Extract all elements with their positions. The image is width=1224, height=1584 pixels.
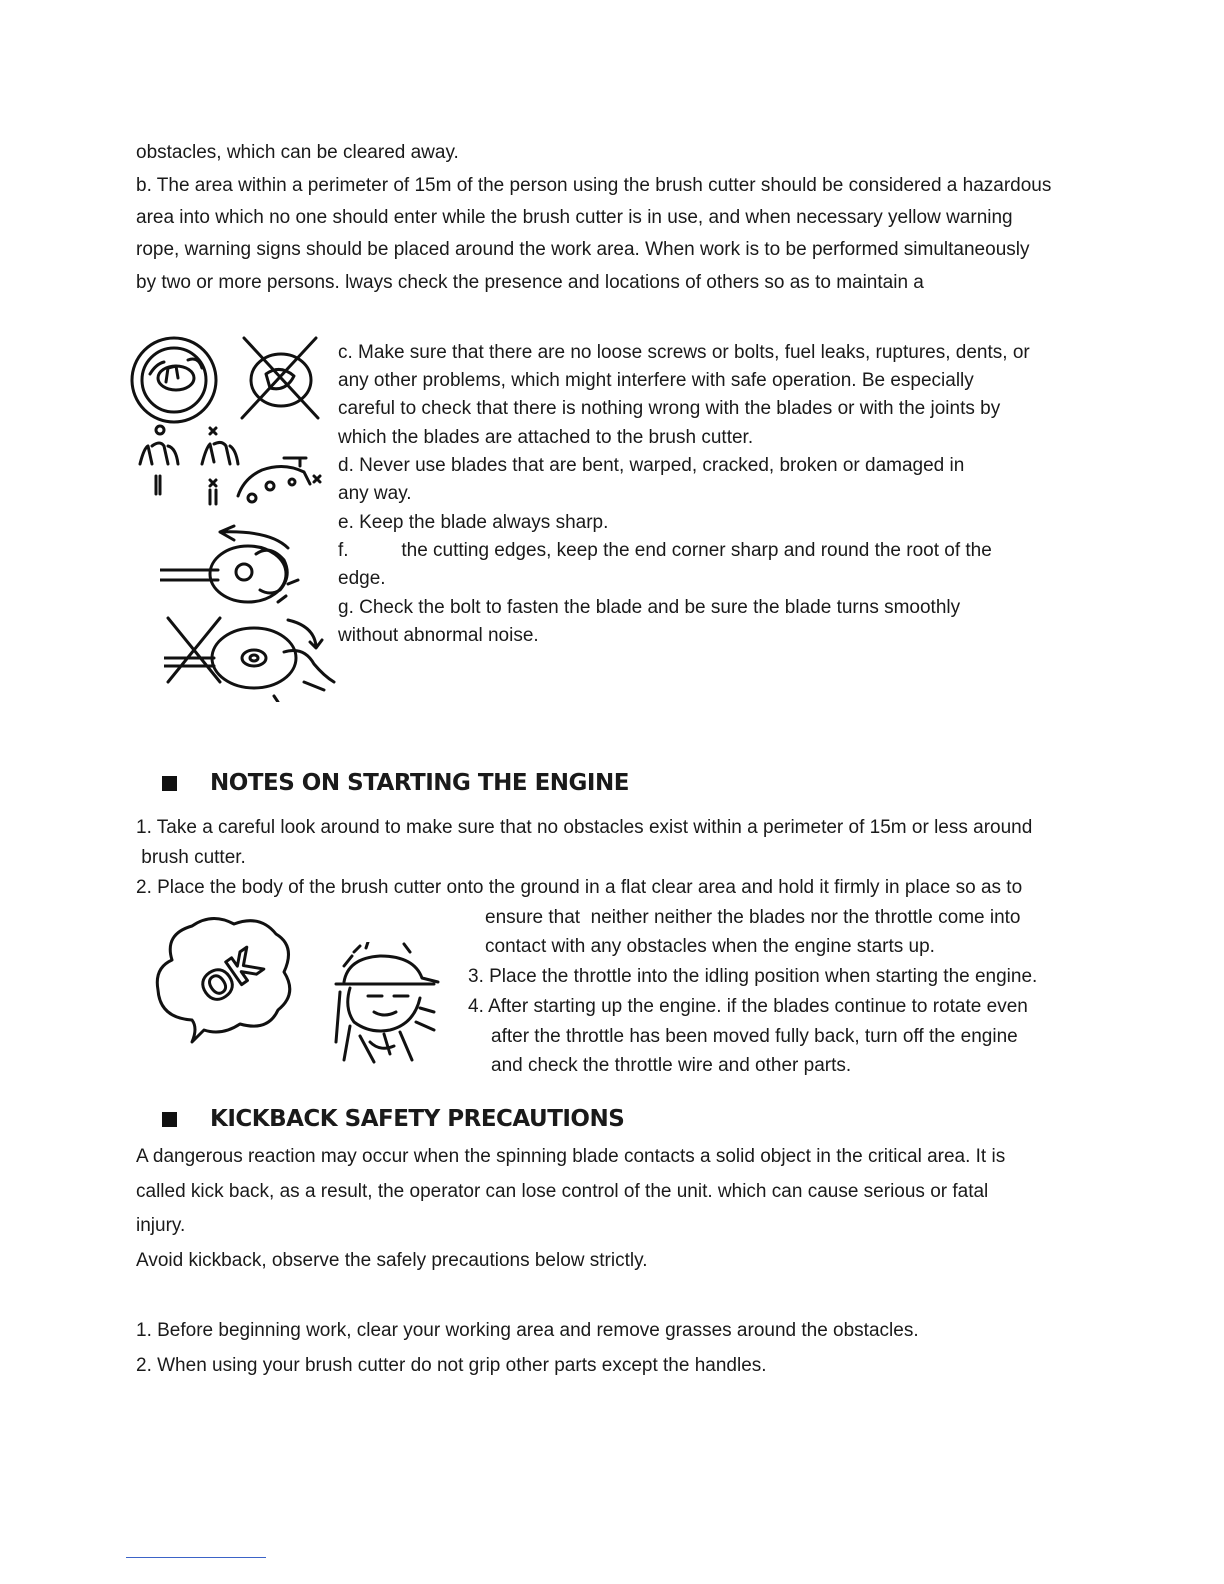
blade-check-line: d. Never use blades that are bent, warped, cracked, broken or damaged in [338, 455, 965, 476]
intro-line: b. The area within a perimeter of 15m of the person using the brush cutter should be considered a hazardous [136, 175, 1052, 196]
starting-line: contact with any obstacles when the engine starts up. [485, 936, 935, 957]
starting-line: and check the throttle wire and other parts. [491, 1055, 852, 1076]
blade-noise-crossed-illustration [164, 612, 344, 702]
blade-check-line: which the blades are attached to the brush cutter. [338, 427, 754, 448]
blade-check-line: careful to check that there is nothing wrong with the blades or with the joints by [338, 398, 1001, 419]
kickback-line: 2. When using your brush cutter do not grip other parts except the handles. [136, 1355, 767, 1376]
blade-crossed-illustration [236, 334, 326, 424]
starting-line: 1. Take a careful look around to make sure that no obstacles exist within a perimeter of 15m or less around [136, 817, 1033, 838]
blade-check-line: f. the cutting edges, keep the end corner sharp and round the root of the [338, 540, 992, 561]
blade-sharpening-illustration [160, 520, 310, 610]
starting-line: 3. Place the throttle into the idling position when starting the engine. [468, 966, 1038, 987]
ok-cloud-illustration [152, 910, 298, 1050]
kickback-line: Avoid kickback, observe the safely precautions below strictly. [136, 1250, 648, 1271]
section-heading-starting [162, 770, 629, 796]
intro-line: obstacles, which can be cleared away. [136, 142, 459, 163]
blade-check-line: e. Keep the blade always sharp. [338, 512, 609, 533]
intro-line: area into which no one should enter while the brush cutter is in use, and when necessary yellow warning [136, 207, 1013, 228]
starting-line: brush cutter. [136, 847, 246, 868]
kickback-line: A dangerous reaction may occur when the spinning blade contacts a solid object in the critical area. It is [136, 1146, 1006, 1167]
starting-line: 2. Place the body of the brush cutter onto the ground in a flat clear area and hold it firmly in place so as to [136, 877, 1023, 898]
blade-check-line: g. Check the bolt to fasten the blade and be sure the blade turns smoothly [338, 597, 961, 618]
worker-helmet-illustration [330, 942, 442, 1064]
footer-rule [126, 1557, 266, 1558]
blade-check-line: edge. [338, 568, 386, 589]
starting-line: ensure that neither neither the blades nor the throttle come into [485, 907, 1021, 928]
blade-check-line: any way. [338, 483, 412, 504]
blade-ok-illustration [128, 334, 220, 426]
people-distance-illustration [134, 424, 334, 506]
blade-check-line: c. Make sure that there are no loose screws or bolts, fuel leaks, ruptures, dents, or [338, 342, 1030, 363]
kickback-line: 1. Before beginning work, clear your working area and remove grasses around the obstacles. [136, 1320, 919, 1341]
intro-line: rope, warning signs should be placed around the work area. When work is to be performed simultaneously [136, 239, 1030, 260]
section-heading-text: KICKBACK SAFETY PRECAUTIONS [210, 1106, 625, 1132]
intro-line: by two or more persons. lways check the presence and locations of others so as to maintain a [136, 272, 924, 293]
section-heading-text: NOTES ON STARTING THE ENGINE [210, 770, 629, 796]
section-heading-kickback [162, 1106, 624, 1132]
blade-check-line: any other problems, which might interfere with safe operation. Be especially [338, 370, 974, 391]
starting-line: after the throttle has been moved fully back, turn off the engine [491, 1026, 1018, 1047]
kickback-line: called kick back, as a result, the operator can lose control of the unit. which can cause serious or fatal [136, 1181, 989, 1202]
ok-label: OK [192, 941, 268, 1013]
kickback-line: injury. [136, 1215, 186, 1236]
bullet-square-icon [162, 1112, 177, 1127]
starting-line: 4. After starting up the engine. if the blades continue to rotate even [468, 996, 1028, 1017]
blade-check-line: without abnormal noise. [338, 625, 539, 646]
bullet-square-icon [162, 776, 177, 791]
